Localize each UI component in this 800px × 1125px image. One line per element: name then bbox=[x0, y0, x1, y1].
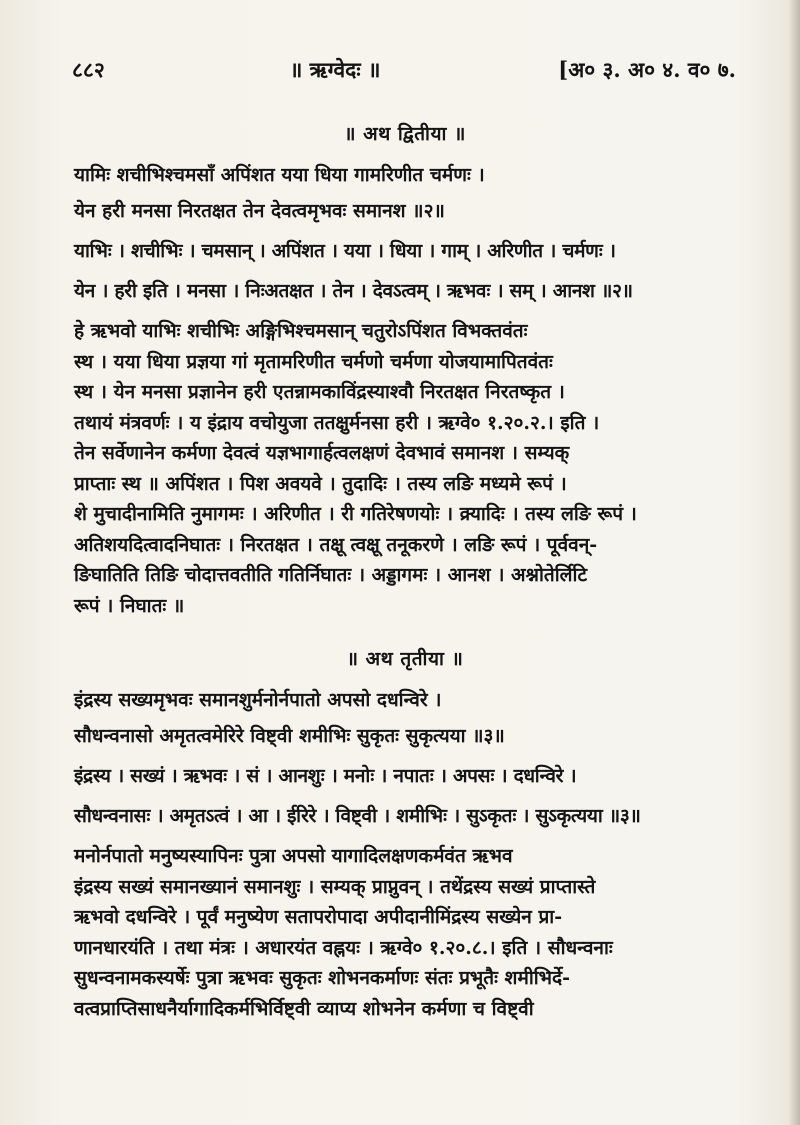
running-title: ॥ ऋग्वेदः ॥ bbox=[289, 57, 381, 82]
commentary-line: णानधारयंति । तथा मंत्रः । अधारयंत वह्नयः । ऋग्वे० १.२०.८.। इति । सौधन्वनाः bbox=[74, 936, 613, 959]
pada-text bbox=[74, 761, 736, 831]
running-head bbox=[72, 56, 736, 96]
commentary bbox=[74, 841, 736, 1024]
commentary-line: हे ऋभवो याभिः शचीभिः अङ्गिभिश्चमसान् चतुरोऽपिंशत विभक्तवंतः bbox=[74, 320, 528, 342]
commentary-line: ऋभवो दधन्विरे । पूर्वं मनुष्येण सतापरोपादा अपीदानीमिंद्रस्य सख्येन प्रा- bbox=[74, 906, 563, 928]
commentary-line: स्थ । येन मनसा प्रज्ञानेन हरी एतन्नामकाविंद्रस्याश्वौ निरतक्षत निरतष्कृत । bbox=[74, 381, 565, 403]
commentary-line: सुधन्वनामकस्यर्षेः पुत्रा ऋभवः सुकृतः शोभनकर्माणः संतः प्रभूतैः शमीभिर्दे- bbox=[74, 967, 570, 989]
commentary-line: ङिघातिति तिङि चोदात्तवतीति गतिर्निघातः । अड्डागमः । आनश । अश्नोतेर्लिटि bbox=[74, 564, 588, 586]
pada-text bbox=[74, 236, 736, 306]
commentary-line: तथायं मंत्रवर्णः । य इंद्राय वचोयुजा ततक्षुर्मनसा हरी । ऋग्वे० १.२०.२.। इति । bbox=[74, 411, 600, 434]
section-title: ॥ अथ तृतीया ॥ bbox=[346, 648, 464, 670]
commentary-line: रूपं । निघातः ॥ bbox=[74, 594, 185, 617]
verse-line: इंद्रस्य सख्यमृभवः समानशुर्मनोर्नपातो अपसो दधन्विरे । bbox=[74, 689, 442, 711]
commentary-line: अतिशयदित्वादनिघातः । निरतक्षत । तक्षू त्वक्षू तनूकरणे । लङि रूपं । पूर्ववन्- bbox=[74, 533, 598, 556]
section-title: ॥ अथ द्वितीया ॥ bbox=[344, 123, 466, 145]
commentary-line: इंद्रस्य सख्यं समानख्यानं समानशुः । सम्यक् प्राप्नुवन् । तथेंद्रस्य सख्यं प्राप्तास्ते bbox=[74, 875, 596, 898]
verse-line: सौधन्वनासो अमृतत्वमेरिरे विष्ट्वी शमीभिः सुकृतः सुकृत्यया ॥३॥ bbox=[74, 724, 505, 747]
commentary-line: वत्वप्राप्तिसाधनैर्यागादिकर्मभिर्विष्ट्वी व्याप्य शोभनेन कर्मणा च विष्ट्वी bbox=[74, 997, 534, 1020]
verse-text bbox=[74, 685, 736, 751]
commentary-line: स्थ । यया धिया प्रज्ञया गां मृतामरिणीत चर्मणो चर्मणा योजयामापितवंतः bbox=[74, 350, 553, 373]
commentary-line: शे मुचादीनामिति नुमागमः । अरिणीत । री गतिरेषणयोः । क्र्यादिः । तस्य लङि रूपं । bbox=[74, 503, 637, 525]
pada-line: इंद्रस्य । सख्यं । ऋभवः । सं । आनशुः । मनोः । नपातः । अपसः । दधन्विरे । bbox=[74, 765, 577, 787]
commentary-line: प्राप्ताः स्थ ॥ अपिंशत । पिश अवयवे । तुदादिः । तस्य लङि मध्यमे रूपं । bbox=[74, 472, 567, 495]
pada-line: येन । हरी इति । मनसा । निःअतक्षत । तेन । देवऽत्वम् । ऋभवः । सम् । आनश ॥२॥ bbox=[74, 279, 633, 302]
pada-line: याभिः । शचीभिः । चमसान् । अपिंशत । यया । धिया । गाम् । अरिणीत । चर्मणः । bbox=[74, 240, 616, 262]
commentary bbox=[74, 316, 736, 621]
pada-line: सौधन्वनासः । अमृतऽत्वं । आ । ईरिरे । विष्ट्वी । शमीभिः । सुऽकृतः । सुऽकृत्यया ॥३॥ bbox=[74, 804, 641, 827]
commentary-line: तेन सर्वेणानेन कर्मणा देवत्वं यज्ञभागार्हत्वलक्षणं देवभावं समानश । सम्यक् bbox=[74, 442, 570, 464]
section-reference: [अ० ३. अ० ४. व० ७. bbox=[558, 57, 736, 82]
verse-line: यामिः शचीभिश्चमसाँ अपिंशत यया धिया गामरिणीत चर्मणः । bbox=[74, 164, 485, 186]
page-number: ८८२ bbox=[72, 57, 105, 82]
verse-text bbox=[74, 160, 736, 226]
verse-line: येन हरी मनसा निरतक्षत तेन देवत्वमृभवः समानश ॥२॥ bbox=[74, 199, 445, 222]
commentary-line: मनोर्नपातो मनुष्यस्यापिनः पुत्रा अपसो यागादिलक्षणकर्मवंत ऋभव bbox=[74, 845, 513, 867]
